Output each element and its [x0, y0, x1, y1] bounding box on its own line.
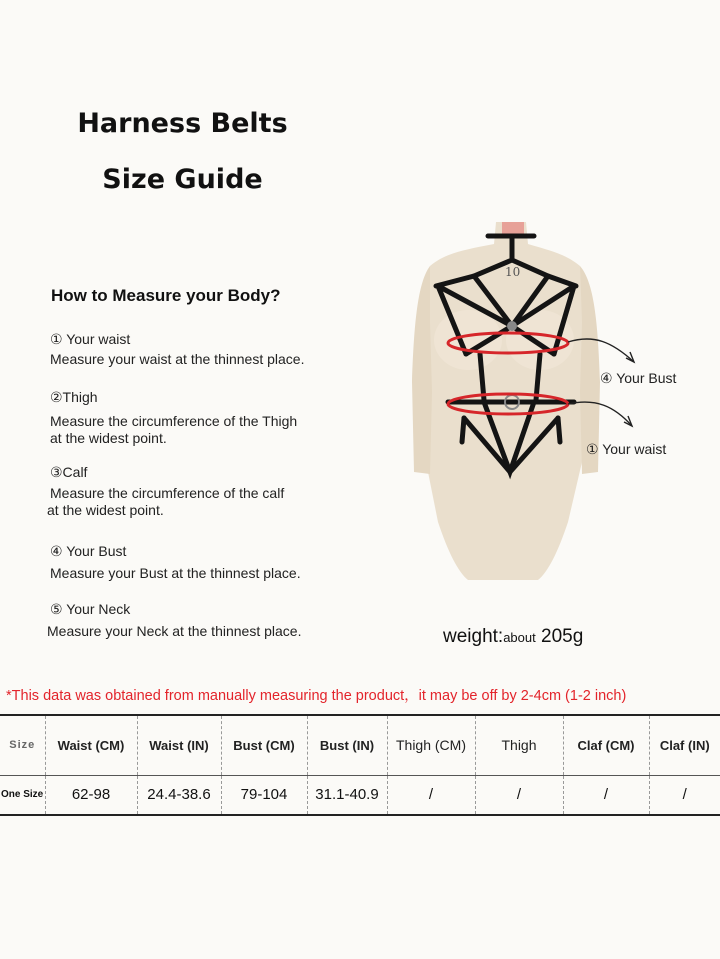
table-header-row: [0, 715, 720, 775]
mannequin-number: 10: [505, 265, 521, 279]
weight-label: weight:: [443, 626, 504, 647]
bust-text: Measure your Bust at the thinnest place.: [50, 565, 301, 581]
mannequin-harness-image: [408, 222, 720, 582]
header-waist-cm: Waist (CM): [45, 715, 137, 775]
header-claf-cm: Claf (CM): [563, 715, 649, 775]
calf-text-line1: Measure the circumference of the calf: [50, 485, 285, 501]
cell-size: One Size: [1, 789, 44, 801]
size-table: [0, 714, 720, 816]
waist-text: Measure your waist at the thinnest place.: [50, 351, 305, 367]
header-waist-in: Waist (IN): [137, 715, 221, 775]
header-thigh-cm: Thigh (CM): [387, 715, 475, 775]
weight-about: about: [503, 630, 536, 645]
title-line-1: Harness Belts: [77, 108, 288, 139]
cell-bust-cm: 79-104: [221, 775, 307, 815]
cell-waist-in: 24.4-38.6: [137, 775, 221, 815]
cell-bust-in: 31.1-40.9: [307, 775, 387, 815]
thigh-text-line1: Measure the circumference of the Thigh: [50, 413, 298, 429]
header-size: Size: [9, 739, 36, 752]
bust-callout: ④ Your Bust: [600, 370, 677, 386]
calf-label: ③Calf: [50, 464, 88, 480]
weight-info: [443, 626, 583, 648]
weight-value: 205g: [541, 626, 584, 647]
title-line-2: Size Guide: [102, 164, 263, 195]
header-thigh: Thigh: [475, 715, 563, 775]
bust-label: ④ Your Bust: [50, 543, 127, 559]
neck-text: Measure your Neck at the thinnest place.: [47, 623, 302, 639]
cell-thigh: /: [475, 775, 563, 815]
calf-text-line2: at the widest point.: [47, 502, 164, 518]
cell-waist-cm: 62-98: [45, 775, 137, 815]
cell-claf-cm: /: [563, 775, 649, 815]
thigh-label: ②Thigh: [50, 389, 98, 405]
waist-label: ① Your waist: [50, 331, 131, 347]
how-to-heading: How to Measure your Body?: [51, 286, 281, 305]
header-bust-in: Bust (IN): [307, 715, 387, 775]
cell-claf-in: /: [649, 775, 720, 815]
measurement-note: *This data was obtained from manually measuring the product，it may be off by 2-4cm (1-2 inch): [6, 688, 627, 704]
neck-label: ⑤ Your Neck: [50, 601, 131, 617]
table-row: [0, 775, 720, 815]
waist-callout: ① Your waist: [586, 441, 667, 457]
thigh-text-line2: at the widest point.: [50, 430, 167, 446]
header-claf-in: Claf (IN): [649, 715, 720, 775]
header-bust-cm: Bust (CM): [221, 715, 307, 775]
cell-thigh-cm: /: [387, 775, 475, 815]
